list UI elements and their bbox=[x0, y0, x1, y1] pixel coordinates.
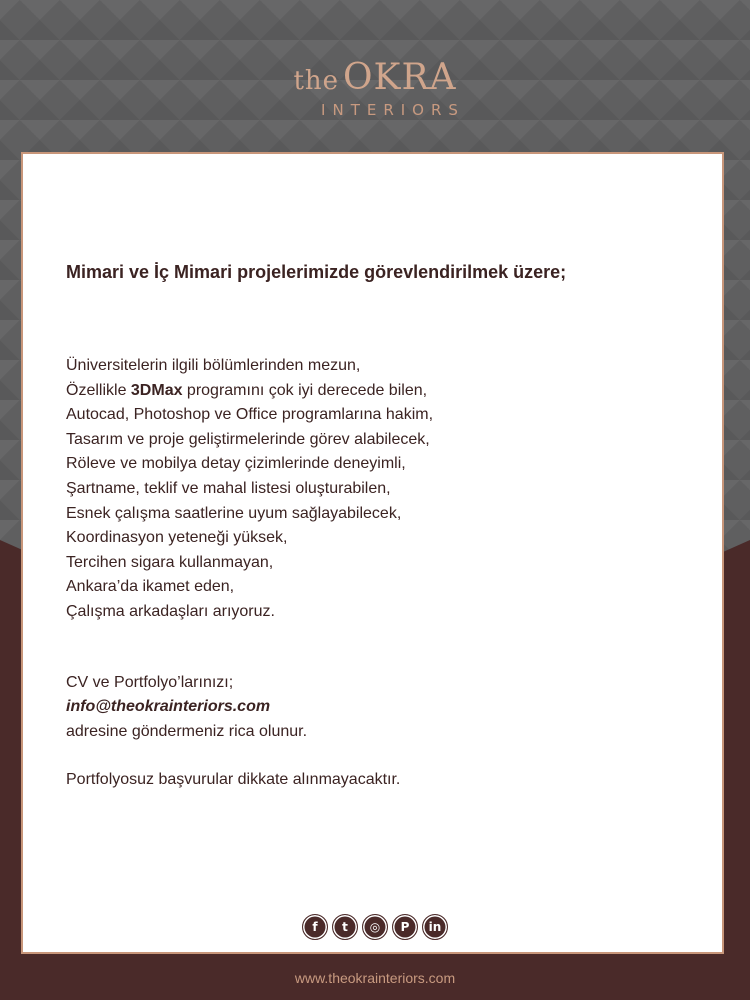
instagram-icon[interactable]: ◎ bbox=[362, 914, 388, 940]
portfolio-note: Portfolyosuz başvurular dikkate alınmayacaktır. bbox=[66, 771, 401, 789]
linkedin-icon[interactable]: in bbox=[422, 914, 448, 940]
requirement-text: Özellikle bbox=[66, 381, 131, 399]
logo-the: the bbox=[293, 66, 340, 96]
logo bbox=[0, 58, 750, 119]
facebook-icon[interactable]: f bbox=[302, 914, 328, 940]
social-icons bbox=[0, 914, 750, 940]
contact-request: adresine göndermeniz rica olunur. bbox=[66, 722, 308, 740]
twitter-icon[interactable]: t bbox=[332, 914, 358, 940]
requirement-item: Esnek çalışma saatlerine uyum sağlayabilecek, bbox=[66, 504, 402, 522]
requirements-list bbox=[66, 354, 686, 625]
pinterest-icon[interactable]: P bbox=[392, 914, 418, 940]
requirement-item: Ankara’da ikamet eden, bbox=[66, 578, 235, 596]
logo-brand bbox=[0, 58, 750, 101]
requirement-item: Röleve ve mobilya detay çizimlerinde deneyimli, bbox=[66, 455, 406, 473]
job-posting bbox=[66, 258, 686, 793]
footer-website-link[interactable]: www.theokrainteriors.com bbox=[294, 970, 456, 986]
logo-name: OKRA bbox=[343, 57, 457, 98]
requirement-item: Tercihen sigara kullanmayan, bbox=[66, 553, 274, 571]
requirement-item: Üniversitelerin ilgili bölümlerinden mezun, bbox=[66, 357, 361, 374]
contact-email-link[interactable]: info@theokrainteriors.com bbox=[66, 698, 271, 716]
requirement-highlight: 3DMax bbox=[130, 381, 183, 399]
logo-sub: INTERIORS bbox=[321, 101, 465, 119]
requirement-item: Şartname, teklif ve mahal listesi oluşturabilen, bbox=[66, 479, 391, 497]
contact-intro: CV ve Portfolyo’larınızı; bbox=[66, 673, 234, 691]
contact-block bbox=[66, 671, 686, 745]
requirement-item: Autocad, Photoshop ve Office programlarına hakim, bbox=[66, 406, 434, 424]
requirement-item bbox=[66, 379, 686, 404]
requirement-item: Çalışma arkadaşları arıyoruz. bbox=[66, 602, 275, 620]
requirement-item: Tasarım ve proje geliştirmelerinde görev alabilecek, bbox=[66, 430, 430, 448]
headline: Mimari ve İç Mimari projelerimizde görevlendirilmek üzere; bbox=[66, 262, 567, 282]
requirement-text: programını çok iyi derecede bilen, bbox=[182, 381, 428, 399]
requirement-item: Koordinasyon yeteneği yüksek, bbox=[66, 529, 288, 547]
